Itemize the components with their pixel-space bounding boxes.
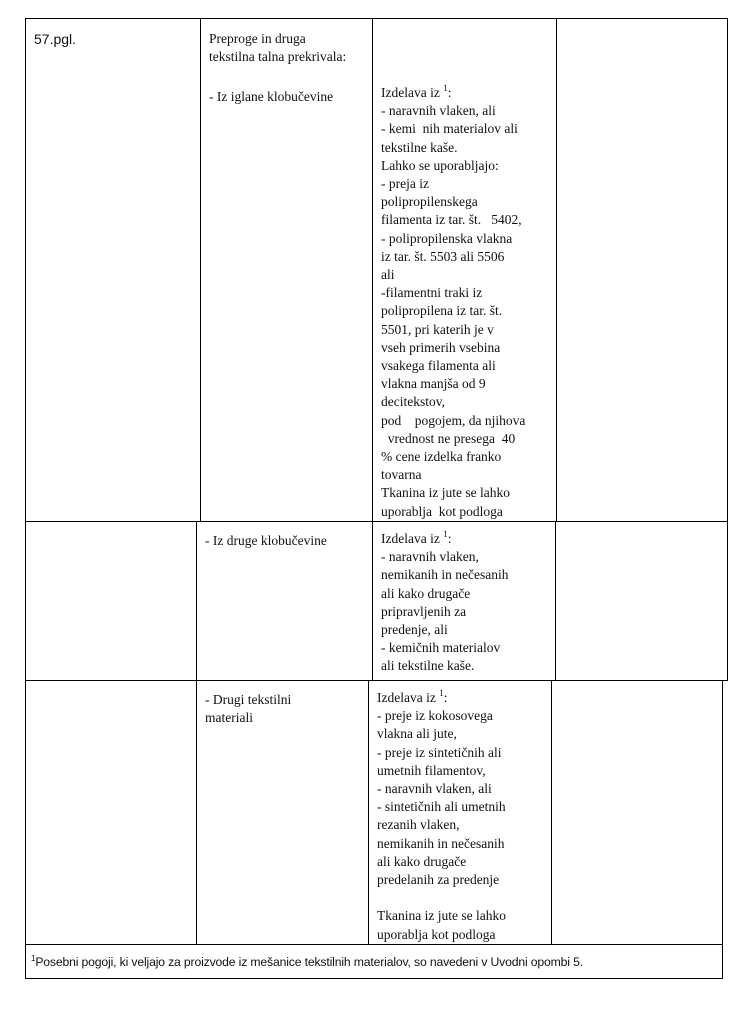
row1-divider-1 xyxy=(200,18,201,522)
row2-divider-3 xyxy=(555,521,556,681)
footnote xyxy=(31,955,583,969)
row2-footnote-mark: 1 xyxy=(443,529,448,539)
row1-divider-3 xyxy=(556,18,557,522)
row3-description: - Drugi tekstilni materiali xyxy=(205,692,292,726)
row2-description: - Iz druge klobučevine xyxy=(205,533,327,548)
row1-right-border xyxy=(727,18,728,522)
row2-left-border xyxy=(25,521,26,681)
row3-footnote-mark: 1 xyxy=(439,688,444,698)
row3-bottom-border xyxy=(25,944,723,945)
row3-condition xyxy=(377,689,506,944)
row3-divider-1 xyxy=(196,680,197,945)
row3-left-border xyxy=(25,680,26,945)
row3-divider-3 xyxy=(551,680,552,945)
footnote-left-border xyxy=(25,944,26,979)
row2-bottom-border xyxy=(25,680,728,681)
row3-divider-2 xyxy=(368,680,369,945)
row1-bottom-border xyxy=(25,521,728,522)
row1-footnote-mark: 1 xyxy=(443,83,448,93)
footnote-right-border xyxy=(722,944,723,979)
row2-condition xyxy=(381,530,508,676)
row3-condition-intro: Izdelava iz xyxy=(377,690,436,705)
row2-condition-intro: Izdelava iz xyxy=(381,531,440,546)
row2-condition-text: : - naravnih vlaken, nemikanih in nečesanih ali kako drugače pripravljenih za predenje, ali - kemičnih materialov ali tekstilne kaše. xyxy=(381,531,509,674)
row1-condition xyxy=(381,84,525,521)
table-top-border xyxy=(25,18,728,19)
heading-number: 57.pgl. xyxy=(34,31,77,47)
footnote-mark: 1 xyxy=(31,954,36,963)
row1-condition-text: : - naravnih vlaken, ali - kemi nih materialov ali tekstilne kaše. Lahko se uporabljajo: - preja iz polipropilenskega filamenta iz tar. št. 5402, - polipropilenska vlakna iz tar. št. 5503 ali 5506 ali -filamentni traki iz polipropilena iz tar. št. 5501, pri katerih je v vseh primerih vsebina vsakega filamenta ali vlakna manjša od 9 decitekstov, pod pogojem, da njihova vrednost ne presega 40 % cene izdelka franko tovarna Tkanina iz jute se lahko uporablja kot podloga xyxy=(381,85,526,519)
row3-condition-text: : - preje iz kokosovega vlakna ali jute, - preje iz sintetičnih ali umetnih filamentov, - naravnih vlaken, ali - sintetičnih ali umetnih rezanih vlaken, nemikanih in nečesanih ali kako drugače predelanih za predenje Tkanina iz jute se lahko uporablja kot podloga xyxy=(377,690,506,942)
row3-right-border xyxy=(722,680,723,945)
row1-left-border xyxy=(25,18,26,522)
footnote-bottom-border xyxy=(25,978,723,979)
row1-condition-intro: Izdelava iz xyxy=(381,85,440,100)
row2-right-border xyxy=(727,521,728,681)
row1-divider-2 xyxy=(372,18,373,522)
row1-description: - Iz iglane klobučevine xyxy=(209,89,334,104)
footnote-text: Posebni pogoji, ki veljajo za proizvode iz mešanice tekstilnih materialov, so navedeni v Uvodni opombi 5. xyxy=(35,955,583,969)
heading-description: Preproge in druga tekstilna talna prekrivala: xyxy=(209,31,347,65)
row2-divider-1 xyxy=(196,521,197,681)
row2-divider-2 xyxy=(372,521,373,681)
